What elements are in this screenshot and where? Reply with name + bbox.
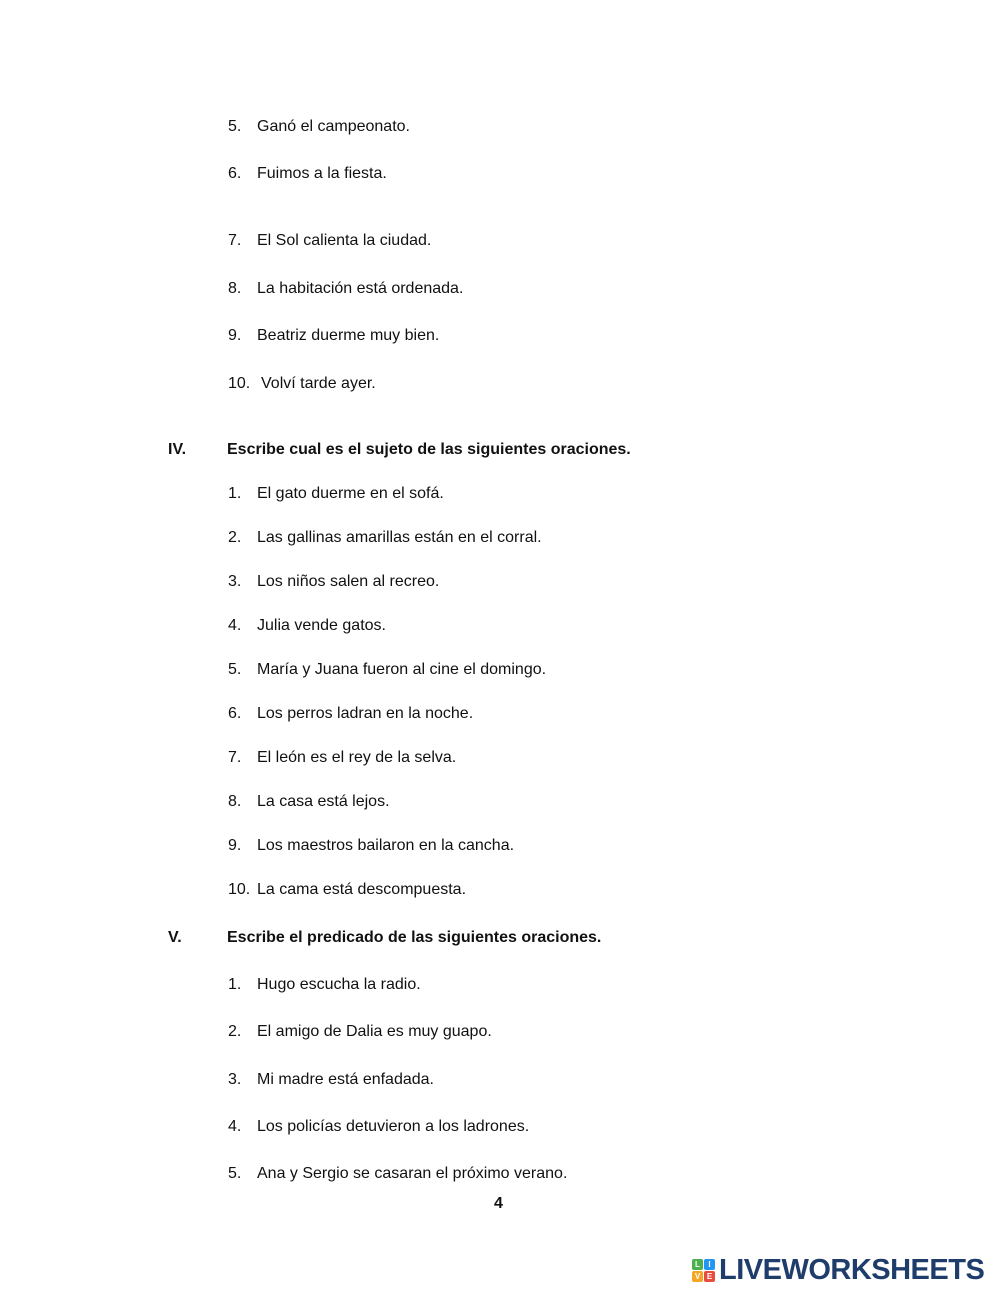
item-number: 4. [228, 617, 242, 634]
logo-icon-letter: I [704, 1259, 715, 1270]
item-text: Ana y Sergio se casaran el próximo verano. [257, 1165, 568, 1182]
item-text: Ganó el campeonato. [257, 118, 410, 135]
item-number: 5. [228, 1165, 242, 1182]
logo-icon-letter: E [704, 1271, 715, 1282]
item-number: 8. [228, 280, 242, 297]
logo-icon [692, 1259, 715, 1282]
item-text: El amigo de Dalia es muy guapo. [257, 1023, 492, 1040]
item-number: 8. [228, 793, 242, 810]
item-number: 1. [228, 976, 242, 993]
item-text: Los niños salen al recreo. [257, 573, 440, 590]
item-text: El Sol calienta la ciudad. [257, 232, 432, 249]
logo-icon-letter: L [692, 1259, 703, 1270]
item-number: 4. [228, 1118, 242, 1135]
item-text: Los perros ladran en la noche. [257, 705, 474, 722]
item-text: María y Juana fueron al cine el domingo. [257, 661, 547, 678]
item-number: 10. [228, 881, 251, 898]
item-number: 7. [228, 232, 242, 249]
item-number: 5. [228, 661, 242, 678]
item-number: 6. [228, 165, 242, 182]
item-number: 2. [228, 529, 242, 546]
item-text: El león es el rey de la selva. [257, 749, 457, 766]
item-number: 9. [228, 837, 242, 854]
item-text: Los policías detuvieron a los ladrones. [257, 1118, 530, 1135]
item-text: Hugo escucha la radio. [257, 976, 421, 993]
item-text: Julia vende gatos. [257, 617, 386, 634]
item-number: 6. [228, 705, 242, 722]
item-text: La casa está lejos. [257, 793, 390, 810]
item-number: 9. [228, 327, 242, 344]
section-title: Escribe el predicado de las siguientes oraciones. [227, 929, 602, 946]
item-text: Volví tarde ayer. [261, 375, 376, 392]
item-text: El gato duerme en el sofá. [257, 485, 444, 502]
item-text: Fuimos a la fiesta. [257, 165, 387, 182]
item-number: 3. [228, 1071, 242, 1088]
item-text: Beatriz duerme muy bien. [257, 327, 440, 344]
section-title: Escribe cual es el sujeto de las siguientes oraciones. [227, 441, 631, 458]
logo-text: LIVEWORKSHEETS [719, 1253, 985, 1286]
item-number: 2. [228, 1023, 242, 1040]
item-text: La cama está descompuesta. [257, 881, 467, 898]
item-text: Mi madre está enfadada. [257, 1071, 434, 1088]
item-number: 1. [228, 485, 242, 502]
section-numeral: V. [168, 929, 182, 946]
liveworksheets-logo [692, 1254, 984, 1286]
item-number: 10. [228, 375, 251, 392]
item-number: 5. [228, 118, 242, 135]
item-text: Las gallinas amarillas están en el corral. [257, 529, 542, 546]
page-number: 4 [494, 1195, 503, 1212]
item-text: Los maestros bailaron en la cancha. [257, 837, 515, 854]
item-number: 7. [228, 749, 242, 766]
item-text: La habitación está ordenada. [257, 280, 464, 297]
item-number: 3. [228, 573, 242, 590]
logo-icon-letter: V [692, 1271, 703, 1282]
section-numeral: IV. [168, 441, 187, 458]
